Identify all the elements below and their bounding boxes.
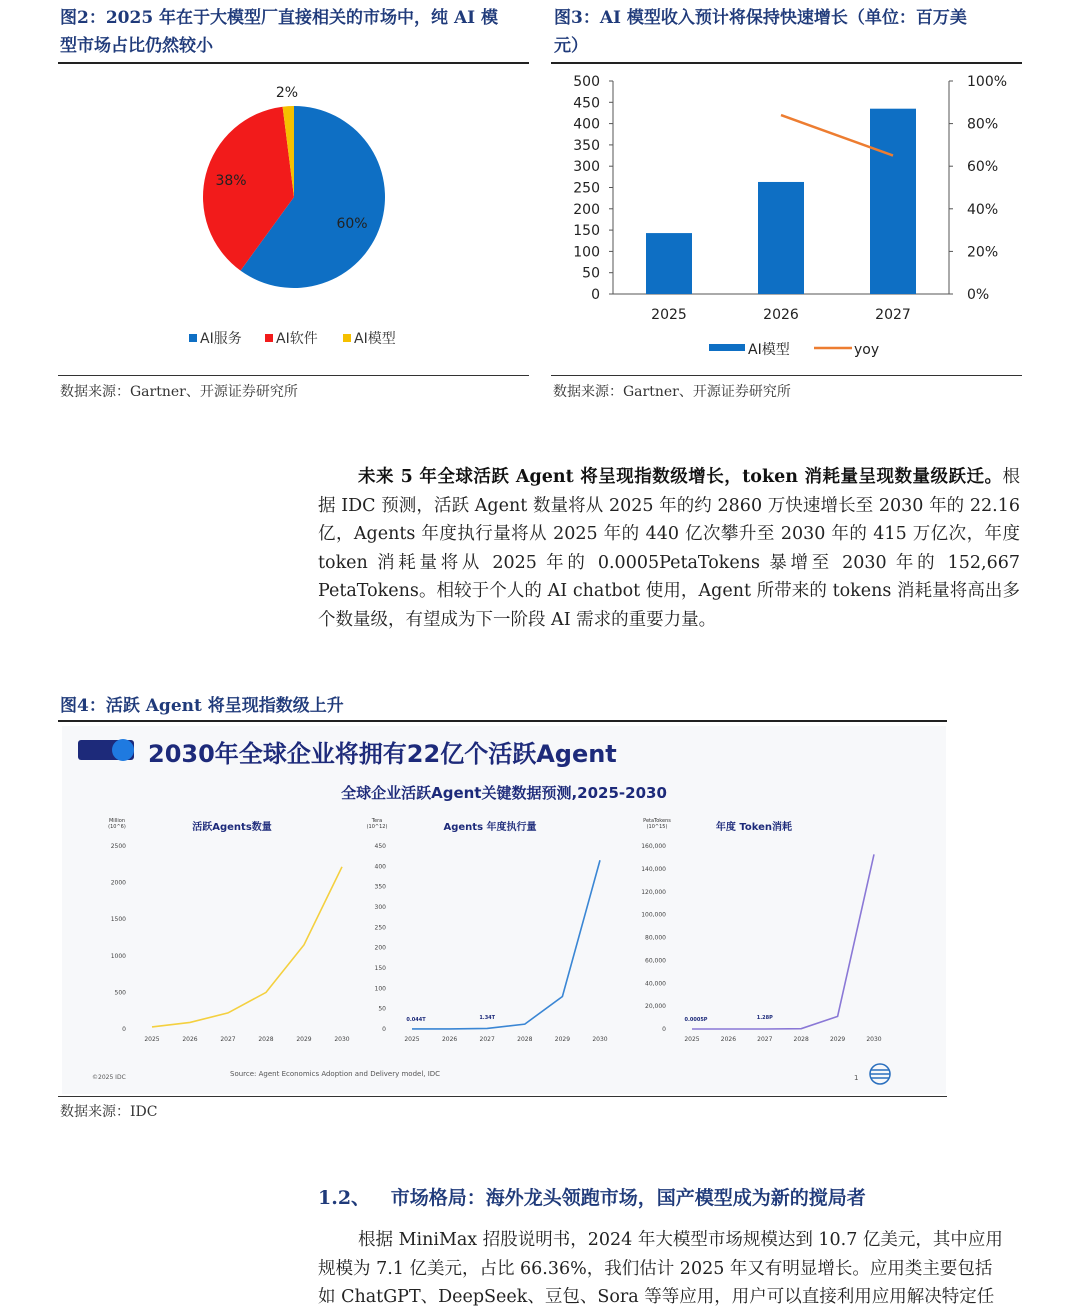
left-tick-label: 150	[573, 223, 600, 240]
idc-annotation-2: 1.34T	[479, 1015, 496, 1021]
idc-y-tick: 60,000	[645, 957, 666, 965]
idc-x-tick: 2025	[144, 1036, 160, 1043]
idc-y-tick: 1000	[110, 952, 126, 960]
idc-unit-line2: (10^12)	[366, 824, 388, 830]
fig4-title: 图4：活跃 Agent 将呈现指数级上升	[60, 696, 344, 716]
idc-x-tick: 2027	[479, 1036, 495, 1043]
idc-x-tick: 2027	[220, 1036, 236, 1043]
idc-y-tick: 20,000	[645, 1003, 666, 1011]
idc-panel-1	[367, 818, 608, 1043]
pie-legend-swatch-0	[189, 334, 197, 342]
pie-label-2: 2%	[275, 85, 299, 101]
x-tick-label: 2027	[875, 307, 911, 323]
left-tick-label: 500	[573, 74, 600, 90]
slide-banner-title: 2030年全球企业将拥有22亿个活跃Agent	[148, 740, 617, 768]
idc-y-tick: 40,000	[645, 980, 666, 988]
idc-y-tick: 50	[378, 1005, 386, 1013]
fig2-top-rule	[58, 62, 529, 64]
fig4-bottom-rule	[58, 1096, 947, 1097]
idc-line-2	[692, 854, 874, 1029]
slide-source: Source: Agent Economics Adoption and Delivery model, IDC	[230, 1070, 441, 1078]
right-tick-label: 100%	[967, 74, 1008, 90]
idc-unit-line2: (10^6)	[108, 824, 126, 830]
idc-panel-title: 年度 Token消耗	[715, 822, 793, 833]
idc-y-tick: 0	[122, 1026, 126, 1033]
left-tick-label: 300	[573, 159, 600, 176]
idc-y-tick: 250	[374, 924, 386, 932]
idc-x-tick: 2030	[334, 1036, 350, 1043]
idc-y-tick: 2500	[110, 843, 126, 850]
idc-x-tick: 2025	[404, 1036, 420, 1043]
left-tick-label: 0	[591, 287, 600, 303]
idc-y-tick: 450	[374, 843, 386, 850]
idc-x-tick: 2030	[592, 1036, 608, 1043]
paragraph2-line2: 规模为 7.1 亿美元，占比 66.36%，我们估计 2025 年又有明显增长。应用类主要包括	[318, 1258, 993, 1279]
section-number: 1.2、	[318, 1187, 371, 1209]
idc-x-tick: 2028	[793, 1036, 809, 1043]
pie-legend-label-2: AI模型	[354, 331, 396, 347]
left-tick-label: 400	[573, 116, 600, 133]
slide-banner-dot	[112, 739, 134, 761]
idc-unit-line1: Tera	[371, 818, 383, 824]
section-heading	[318, 1183, 866, 1210]
idc-x-tick: 2029	[296, 1036, 312, 1043]
fig3-top-rule	[551, 62, 1022, 64]
legend-swatch-bar	[709, 344, 745, 351]
slide-page-number: 1	[854, 1074, 859, 1082]
paragraph-lead: 未来 5 年全球活跃 Agent 将呈现指数级增长，token 消耗量呈现数量级跃迁。	[358, 467, 1003, 487]
slide-copyright: ©2025 IDC	[92, 1074, 126, 1081]
pie-label-0: 60%	[336, 216, 368, 232]
fig2-pie-chart	[58, 66, 529, 366]
idc-y-tick: 80,000	[645, 934, 666, 942]
right-tick-label: 20%	[967, 244, 999, 261]
idc-line-0	[152, 867, 342, 1027]
x-tick-label: 2025	[651, 307, 687, 323]
idc-y-tick: 0	[662, 1026, 666, 1033]
paragraph-body: 根据 IDC 预测，活跃 Agent 数量将从 2025 年的约 2860 万快速增长至 2030 年的 22.16 亿，Agents 年度执行量将从 2025 年的 440 亿次攀升至 2030 年的 415 万亿次，年度 token 消耗量将从 2025 年的 0.0005PetaTokens 暴增至 2030 年的 152,667 PetaTokens。相较于个人的 AI chatbot 使用，Agent 所带来的 tokens 消耗量将高出多个数量级，有望成为下一阶段 AI 需求的重要力量。	[318, 467, 1020, 630]
fig4-idc-slide	[62, 726, 946, 1094]
idc-annotation-1: 0.0005P	[684, 1017, 708, 1023]
fig4-source: 数据来源：IDC	[60, 1104, 158, 1120]
fig3-source: 数据来源：Gartner、开源证券研究所	[553, 384, 791, 400]
bar-2027	[870, 109, 916, 294]
x-tick-label: 2026	[763, 307, 799, 323]
left-tick-label: 350	[573, 137, 600, 154]
idc-x-tick: 2026	[441, 1036, 458, 1043]
fig3-bottom-rule	[551, 375, 1022, 376]
fig2-source: 数据来源：Gartner、开源证券研究所	[60, 384, 298, 400]
idc-x-tick: 2025	[684, 1036, 700, 1043]
idc-globe-icon	[868, 1062, 892, 1086]
idc-y-tick: 1500	[110, 916, 126, 924]
legend-label-bar: AI模型	[748, 342, 790, 358]
idc-y-tick: 140,000	[641, 865, 666, 873]
idc-y-tick: 100	[374, 985, 386, 993]
idc-x-tick: 2030	[866, 1036, 882, 1043]
idc-unit-line1: PetaTokens	[643, 818, 671, 824]
idc-y-tick: 120,000	[641, 888, 666, 896]
idc-line-charts	[62, 812, 946, 1052]
fig2-title-line1: 图2：2025 年在于大模型厂直接相关的市场中，纯 AI 模	[60, 8, 499, 28]
left-tick-label: 450	[573, 95, 600, 112]
idc-panels	[108, 818, 882, 1043]
idc-y-tick: 200	[374, 944, 386, 952]
pie-legend-swatch-1	[265, 334, 273, 342]
idc-y-tick: 300	[374, 904, 386, 911]
idc-x-tick: 2028	[517, 1036, 533, 1043]
idc-panel-2	[641, 818, 882, 1043]
pie-legend-label-0: AI服务	[200, 331, 242, 347]
idc-unit-line2: (10^15)	[646, 824, 668, 830]
paragraph2-line3: 如 ChatGPT、DeepSeek、豆包、Sora 等等应用，用户可以直接利用应用解决特定任	[318, 1287, 995, 1307]
idc-x-tick: 2026	[720, 1036, 737, 1043]
fig3-title-line1: 图3：AI 模型收入预计将保持快速增长（单位：百万美	[554, 8, 967, 28]
right-tick-label: 60%	[967, 159, 999, 176]
idc-y-tick: 500	[114, 989, 126, 997]
idc-x-tick: 2029	[829, 1036, 846, 1043]
idc-y-tick: 0	[382, 1026, 386, 1033]
fig2-bottom-rule	[58, 375, 529, 376]
idc-annotation-2: 1.28P	[756, 1015, 773, 1021]
idc-panel-title: 活跃Agents数量	[192, 822, 272, 833]
bar-2026	[758, 182, 804, 294]
idc-x-tick: 2029	[554, 1036, 571, 1043]
left-tick-label: 250	[573, 180, 600, 197]
idc-line-1	[412, 860, 600, 1029]
slide-subtitle: 全球企业活跃Agent关键数据预测,2025-2030	[341, 784, 667, 802]
fig4-top-rule	[58, 720, 947, 722]
fig3-title-line2: 元）	[554, 36, 588, 56]
paragraph-agent-growth	[318, 463, 1020, 634]
left-tick-label: 200	[573, 201, 600, 218]
pie-legend	[189, 330, 396, 347]
section-title: 市场格局：海外龙头领跑市场，国产模型成为新的搅局者	[390, 1187, 866, 1209]
pie-legend-label-1: AI软件	[276, 331, 318, 347]
pie-label-1: 38%	[215, 173, 247, 189]
idc-y-tick: 160,000	[641, 843, 666, 850]
idc-panel-title: Agents 年度执行量	[443, 822, 537, 833]
paragraph2-line1: 根据 MiniMax 招股说明书，2024 年大模型市场规模达到 10.7 亿美元，其中应用	[358, 1230, 1003, 1250]
right-tick-label: 0%	[967, 287, 990, 303]
bar-legend	[709, 341, 879, 358]
idc-unit-line1: Million	[108, 818, 126, 824]
idc-y-tick: 100,000	[641, 911, 666, 919]
bar-2025	[646, 233, 692, 294]
fig3-bar-chart	[551, 66, 1022, 366]
pie-slices	[203, 106, 385, 288]
idc-annotation-1: 0.044T	[406, 1017, 426, 1023]
fig2-title	[60, 4, 535, 60]
fig3-title	[554, 4, 1024, 60]
left-tick-label: 100	[573, 244, 600, 261]
idc-y-tick: 2000	[110, 879, 126, 887]
idc-y-tick: 350	[374, 883, 386, 891]
idc-y-tick: 150	[374, 965, 386, 972]
idc-x-tick: 2027	[757, 1036, 773, 1043]
paragraph-market	[318, 1226, 1020, 1312]
legend-label-line: yoy	[854, 342, 880, 358]
idc-x-tick: 2028	[258, 1036, 274, 1043]
idc-x-tick: 2026	[182, 1036, 198, 1043]
right-tick-label: 80%	[967, 116, 999, 133]
idc-y-tick: 400	[374, 863, 386, 871]
left-tick-label: 50	[582, 265, 600, 282]
fig2-title-line2: 型市场占比仍然较小	[60, 36, 213, 56]
bar-bars	[646, 109, 916, 294]
idc-panel-0	[108, 818, 350, 1043]
right-tick-label: 40%	[967, 201, 999, 218]
pie-legend-swatch-2	[343, 334, 351, 342]
